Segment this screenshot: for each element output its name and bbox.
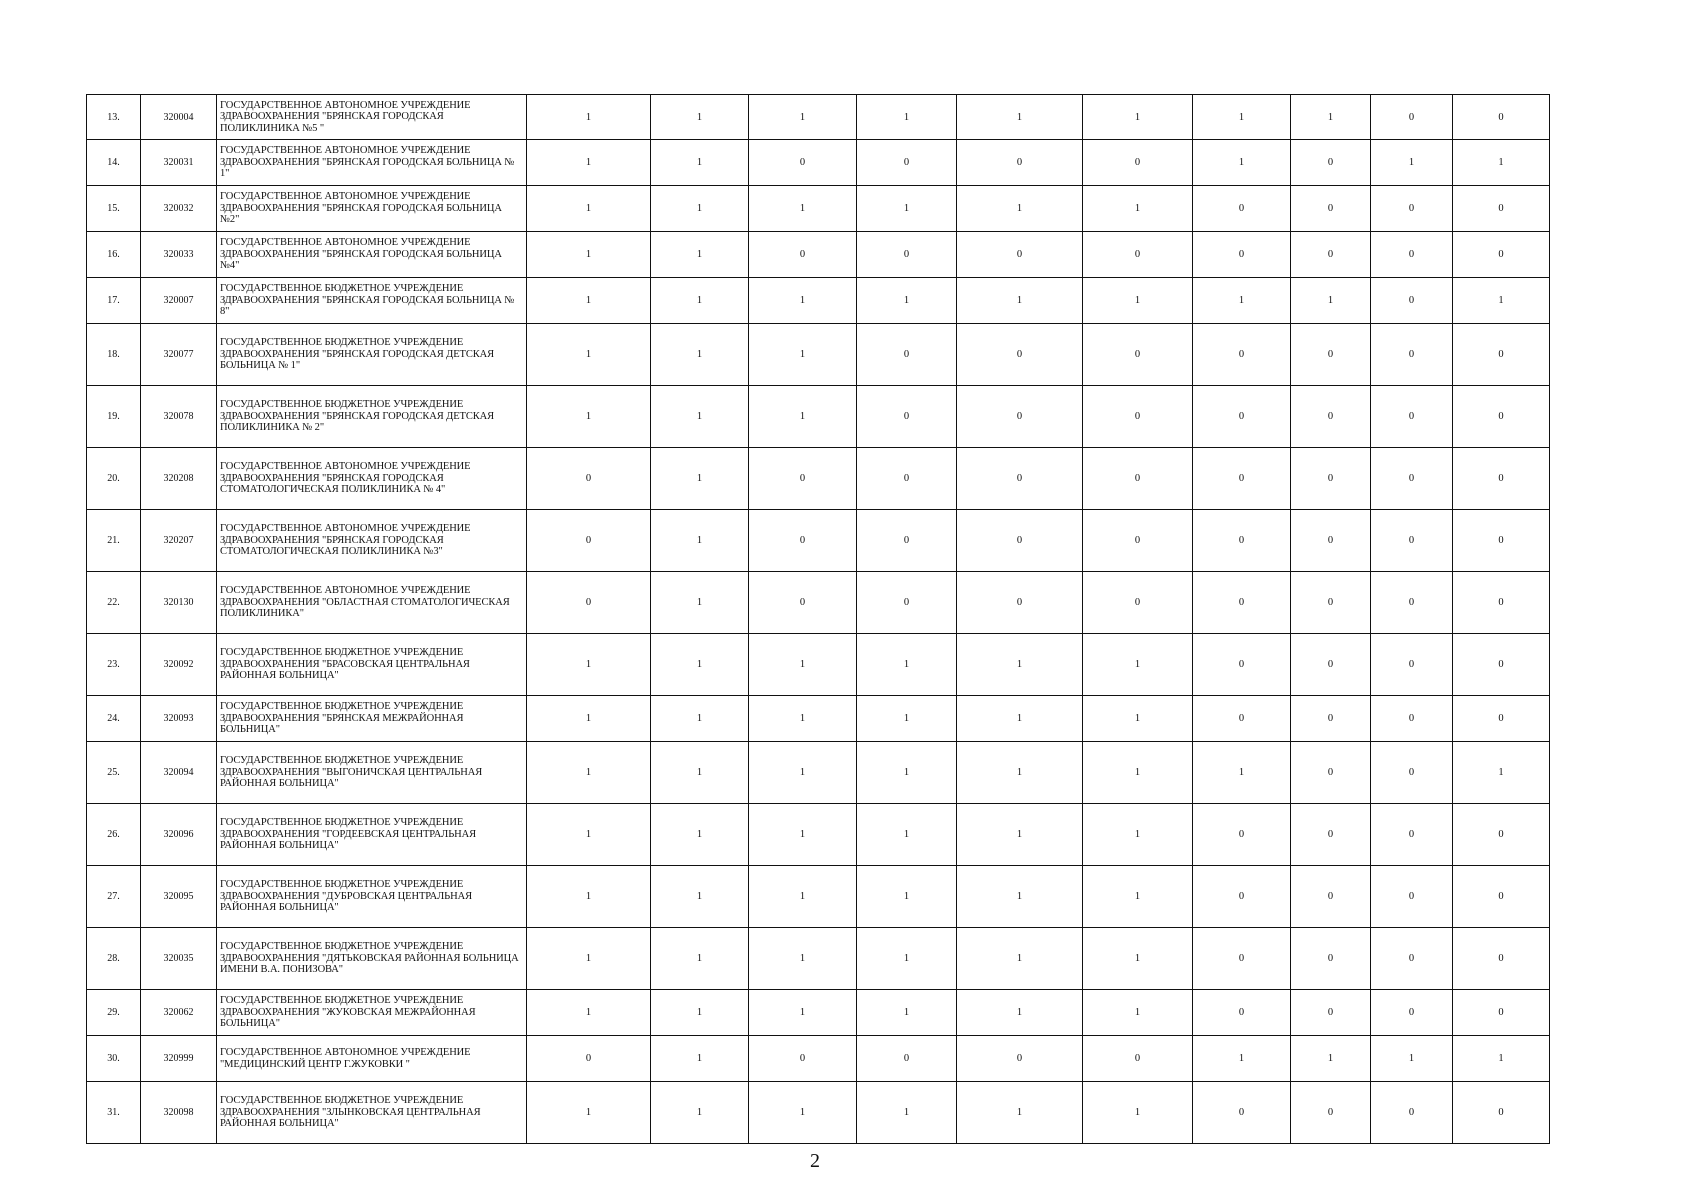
value-cell: 1 [1291,278,1371,324]
value-cell: 0 [1453,572,1550,634]
value-cell: 1 [857,742,957,804]
value-cell: 0 [1193,1082,1291,1144]
table-row [87,1082,1550,1144]
value-cell: 0 [1371,232,1453,278]
table-body [87,95,1550,1144]
row-number: 16. [87,232,141,278]
institution-code: 320078 [141,386,217,448]
institution-code: 320093 [141,696,217,742]
value-cell: 1 [749,1082,857,1144]
value-cell: 0 [957,386,1083,448]
value-cell: 0 [1083,324,1193,386]
table-row [87,928,1550,990]
institution-code: 320062 [141,990,217,1036]
institution-code: 320092 [141,634,217,696]
value-cell: 1 [957,95,1083,140]
institution-name: ГОСУДАРСТВЕННОЕ АВТОНОМНОЕ УЧРЕЖДЕНИЕ ЗДРАВООХРАНЕНИЯ "ОБЛАСТНАЯ СТОМАТОЛОГИЧЕСКАЯ ПОЛИКЛИНИКА" [217,572,527,634]
institution-name: ГОСУДАРСТВЕННОЕ АВТОНОМНОЕ УЧРЕЖДЕНИЕ ЗДРАВООХРАНЕНИЯ "БРЯНСКАЯ ГОРОДСКАЯ СТОМАТОЛОГИЧЕСКАЯ ПОЛИКЛИНИКА №3" [217,510,527,572]
institution-code: 320098 [141,1082,217,1144]
value-cell: 1 [857,186,957,232]
value-cell: 1 [1083,186,1193,232]
value-cell: 0 [1371,1082,1453,1144]
value-cell: 0 [957,572,1083,634]
value-cell: 0 [1453,990,1550,1036]
value-cell: 1 [527,386,651,448]
value-cell: 1 [651,804,749,866]
value-cell: 0 [749,1036,857,1082]
value-cell: 0 [1453,804,1550,866]
value-cell: 0 [1193,386,1291,448]
value-cell: 0 [1083,572,1193,634]
institution-name: ГОСУДАРСТВЕННОЕ БЮДЖЕТНОЕ УЧРЕЖДЕНИЕ ЗДРАВООХРАНЕНИЯ "ДЯТЬКОВСКАЯ РАЙОННАЯ БОЛЬНИЦА ИМЕНИ В.А. ПОНИЗОВА" [217,928,527,990]
institution-name: ГОСУДАРСТВЕННОЕ АВТОНОМНОЕ УЧРЕЖДЕНИЕ ЗДРАВООХРАНЕНИЯ "БРЯНСКАЯ ГОРОДСКАЯ БОЛЬНИЦА №2" [217,186,527,232]
value-cell: 0 [527,1036,651,1082]
value-cell: 0 [1193,634,1291,696]
value-cell: 1 [1291,1036,1371,1082]
value-cell: 0 [1291,1082,1371,1144]
table-row [87,386,1550,448]
document-sheet [86,94,1549,1144]
value-cell: 0 [1371,742,1453,804]
value-cell: 1 [527,990,651,1036]
value-cell: 1 [749,866,857,928]
value-cell: 0 [1371,696,1453,742]
institution-code: 320094 [141,742,217,804]
institution-name: ГОСУДАРСТВЕННОЕ БЮДЖЕТНОЕ УЧРЕЖДЕНИЕ ЗДРАВООХРАНЕНИЯ "ВЫГОНИЧСКАЯ ЦЕНТРАЛЬНАЯ РАЙОННАЯ БОЛЬНИЦА" [217,742,527,804]
value-cell: 1 [527,634,651,696]
value-cell: 1 [957,866,1083,928]
value-cell: 0 [1453,634,1550,696]
value-cell: 1 [749,324,857,386]
value-cell: 0 [957,232,1083,278]
value-cell: 0 [957,448,1083,510]
value-cell: 0 [1193,696,1291,742]
value-cell: 0 [857,386,957,448]
institution-name: ГОСУДАРСТВЕННОЕ БЮДЖЕТНОЕ УЧРЕЖДЕНИЕ ЗДРАВООХРАНЕНИЯ "ДУБРОВСКАЯ ЦЕНТРАЛЬНАЯ РАЙОННАЯ БОЛЬНИЦА" [217,866,527,928]
value-cell: 1 [1291,95,1371,140]
institution-name: ГОСУДАРСТВЕННОЕ БЮДЖЕТНОЕ УЧРЕЖДЕНИЕ ЗДРАВООХРАНЕНИЯ "ЖУКОВСКАЯ МЕЖРАЙОННАЯ БОЛЬНИЦА" [217,990,527,1036]
value-cell: 0 [1371,804,1453,866]
value-cell: 1 [651,448,749,510]
value-cell: 0 [1193,804,1291,866]
institution-code: 320208 [141,448,217,510]
value-cell: 1 [1083,742,1193,804]
value-cell: 0 [1193,928,1291,990]
row-number: 24. [87,696,141,742]
row-number: 26. [87,804,141,866]
value-cell: 0 [857,1036,957,1082]
value-cell: 0 [1453,696,1550,742]
value-cell: 1 [749,386,857,448]
value-cell: 0 [527,448,651,510]
row-number: 13. [87,95,141,140]
table-row [87,1036,1550,1082]
value-cell: 1 [651,990,749,1036]
value-cell: 0 [857,510,957,572]
value-cell: 1 [1193,742,1291,804]
value-cell: 0 [1291,928,1371,990]
value-cell: 1 [1083,866,1193,928]
institution-name: ГОСУДАРСТВЕННОЕ БЮДЖЕТНОЕ УЧРЕЖДЕНИЕ ЗДРАВООХРАНЕНИЯ "БРЯНСКАЯ МЕЖРАЙОННАЯ БОЛЬНИЦА" [217,696,527,742]
value-cell: 1 [527,140,651,186]
value-cell: 0 [749,572,857,634]
row-number: 23. [87,634,141,696]
value-cell: 0 [1453,232,1550,278]
institution-name: ГОСУДАРСТВЕННОЕ БЮДЖЕТНОЕ УЧРЕЖДЕНИЕ ЗДРАВООХРАНЕНИЯ "БРЯНСКАЯ ГОРОДСКАЯ ДЕТСКАЯ БОЛЬНИЦА № 1" [217,324,527,386]
value-cell: 1 [651,1082,749,1144]
value-cell: 1 [651,928,749,990]
row-number: 19. [87,386,141,448]
value-cell: 0 [1291,572,1371,634]
value-cell: 1 [1193,95,1291,140]
value-cell: 0 [1083,232,1193,278]
value-cell: 1 [651,140,749,186]
value-cell: 0 [1371,572,1453,634]
table-row [87,510,1550,572]
value-cell: 1 [527,804,651,866]
table-row [87,278,1550,324]
value-cell: 0 [1291,696,1371,742]
table-row [87,232,1550,278]
value-cell: 1 [1453,742,1550,804]
value-cell: 0 [1371,324,1453,386]
value-cell: 1 [527,742,651,804]
value-cell: 0 [1193,186,1291,232]
value-cell: 0 [1193,866,1291,928]
value-cell: 1 [957,928,1083,990]
value-cell: 1 [957,186,1083,232]
value-cell: 0 [1371,928,1453,990]
table-row [87,804,1550,866]
value-cell: 1 [527,278,651,324]
value-cell: 1 [857,1082,957,1144]
table-row [87,696,1550,742]
value-cell: 1 [651,510,749,572]
value-cell: 1 [651,1036,749,1082]
row-number: 31. [87,1082,141,1144]
value-cell: 1 [749,95,857,140]
table-row [87,990,1550,1036]
value-cell: 0 [1453,448,1550,510]
row-number: 27. [87,866,141,928]
value-cell: 1 [1083,278,1193,324]
row-number: 15. [87,186,141,232]
value-cell: 1 [651,572,749,634]
table-row [87,634,1550,696]
value-cell: 0 [749,140,857,186]
value-cell: 1 [857,990,957,1036]
value-cell: 0 [1083,386,1193,448]
value-cell: 0 [1193,232,1291,278]
value-cell: 0 [1371,386,1453,448]
value-cell: 0 [1291,386,1371,448]
value-cell: 1 [749,804,857,866]
institution-name: ГОСУДАРСТВЕННОЕ БЮДЖЕТНОЕ УЧРЕЖДЕНИЕ ЗДРАВООХРАНЕНИЯ "ЗЛЫНКОВСКАЯ ЦЕНТРАЛЬНАЯ РАЙОННАЯ БОЛЬНИЦА" [217,1082,527,1144]
institution-code: 320007 [141,278,217,324]
row-number: 30. [87,1036,141,1082]
institution-code: 320032 [141,186,217,232]
value-cell: 0 [1291,232,1371,278]
value-cell: 1 [749,742,857,804]
institution-name: ГОСУДАРСТВЕННОЕ БЮДЖЕТНОЕ УЧРЕЖДЕНИЕ ЗДРАВООХРАНЕНИЯ "БРЯНСКАЯ ГОРОДСКАЯ ДЕТСКАЯ ПОЛИКЛИНИКА № 2" [217,386,527,448]
value-cell: 1 [1083,696,1193,742]
value-cell: 0 [1083,140,1193,186]
institution-name: ГОСУДАРСТВЕННОЕ БЮДЖЕТНОЕ УЧРЕЖДЕНИЕ ЗДРАВООХРАНЕНИЯ "ГОРДЕЕВСКАЯ ЦЕНТРАЛЬНАЯ РАЙОННАЯ БОЛЬНИЦА" [217,804,527,866]
value-cell: 0 [1291,990,1371,1036]
value-cell: 0 [1371,95,1453,140]
value-cell: 0 [1083,448,1193,510]
value-cell: 0 [1453,866,1550,928]
value-cell: 1 [1193,140,1291,186]
value-cell: 0 [857,232,957,278]
value-cell: 1 [651,186,749,232]
value-cell: 1 [957,634,1083,696]
value-cell: 0 [1291,186,1371,232]
institution-name: ГОСУДАРСТВЕННОЕ АВТОНОМНОЕ УЧРЕЖДЕНИЕ ЗДРАВООХРАНЕНИЯ "БРЯНСКАЯ ГОРОДСКАЯ БОЛЬНИЦА №4" [217,232,527,278]
value-cell: 0 [1371,448,1453,510]
value-cell: 1 [1453,1036,1550,1082]
value-cell: 1 [857,804,957,866]
value-cell: 1 [527,696,651,742]
value-cell: 0 [1371,186,1453,232]
institution-name: ГОСУДАРСТВЕННОЕ АВТОНОМНОЕ УЧРЕЖДЕНИЕ ЗДРАВООХРАНЕНИЯ "БРЯНСКАЯ ГОРОДСКАЯ ПОЛИКЛИНИКА №5 " [217,95,527,140]
value-cell: 1 [957,742,1083,804]
value-cell: 0 [1453,95,1550,140]
institution-name: ГОСУДАРСТВЕННОЕ АВТОНОМНОЕ УЧРЕЖДЕНИЕ ЗДРАВООХРАНЕНИЯ "БРЯНСКАЯ ГОРОДСКАЯ СТОМАТОЛОГИЧЕСКАЯ ПОЛИКЛИНИКА № 4" [217,448,527,510]
row-number: 21. [87,510,141,572]
value-cell: 1 [527,95,651,140]
value-cell: 1 [749,928,857,990]
institution-code: 320035 [141,928,217,990]
table-row [87,140,1550,186]
row-number: 17. [87,278,141,324]
value-cell: 1 [957,990,1083,1036]
value-cell: 0 [1453,386,1550,448]
value-cell: 1 [857,95,957,140]
table-row [87,448,1550,510]
value-cell: 1 [1371,1036,1453,1082]
value-cell: 0 [957,510,1083,572]
value-cell: 0 [1371,866,1453,928]
institution-code: 320130 [141,572,217,634]
institution-name: ГОСУДАРСТВЕННОЕ БЮДЖЕТНОЕ УЧРЕЖДЕНИЕ ЗДРАВООХРАНЕНИЯ "БРАСОВСКАЯ ЦЕНТРАЛЬНАЯ РАЙОННАЯ БОЛЬНИЦА" [217,634,527,696]
institution-code: 320077 [141,324,217,386]
value-cell: 0 [1453,928,1550,990]
value-cell: 1 [857,634,957,696]
value-cell: 1 [527,866,651,928]
value-cell: 1 [957,1082,1083,1144]
value-cell: 1 [1193,1036,1291,1082]
value-cell: 1 [957,278,1083,324]
institution-code: 320095 [141,866,217,928]
institution-code: 320004 [141,95,217,140]
institution-code: 320096 [141,804,217,866]
row-number: 29. [87,990,141,1036]
value-cell: 0 [1193,572,1291,634]
value-cell: 0 [1291,804,1371,866]
institution-code: 320033 [141,232,217,278]
value-cell: 1 [1083,634,1193,696]
value-cell: 0 [1453,1082,1550,1144]
value-cell: 0 [1291,866,1371,928]
value-cell: 1 [1193,278,1291,324]
value-cell: 0 [1453,324,1550,386]
value-cell: 1 [527,232,651,278]
value-cell: 0 [957,140,1083,186]
value-cell: 0 [749,232,857,278]
value-cell: 0 [1193,448,1291,510]
value-cell: 1 [651,696,749,742]
value-cell: 1 [527,186,651,232]
value-cell: 1 [1083,928,1193,990]
value-cell: 1 [651,324,749,386]
value-cell: 0 [1291,742,1371,804]
value-cell: 1 [857,928,957,990]
value-cell: 0 [1453,186,1550,232]
table-row [87,186,1550,232]
value-cell: 0 [749,448,857,510]
value-cell: 1 [749,696,857,742]
value-cell: 1 [1083,990,1193,1036]
row-number: 25. [87,742,141,804]
value-cell: 1 [857,866,957,928]
institution-name: ГОСУДАРСТВЕННОЕ БЮДЖЕТНОЕ УЧРЕЖДЕНИЕ ЗДРАВООХРАНЕНИЯ "БРЯНСКАЯ ГОРОДСКАЯ БОЛЬНИЦА № 8" [217,278,527,324]
value-cell: 1 [651,866,749,928]
value-cell: 1 [1453,140,1550,186]
value-cell: 0 [857,140,957,186]
table-row [87,742,1550,804]
value-cell: 1 [651,95,749,140]
value-cell: 1 [1083,1082,1193,1144]
value-cell: 0 [1291,634,1371,696]
value-cell: 0 [1083,510,1193,572]
row-number: 14. [87,140,141,186]
institution-name: ГОСУДАРСТВЕННОЕ АВТОНОМНОЕ УЧРЕЖДЕНИЕ ЗДРАВООХРАНЕНИЯ "БРЯНСКАЯ ГОРОДСКАЯ БОЛЬНИЦА № 1" [217,140,527,186]
institution-code: 320207 [141,510,217,572]
value-cell: 0 [527,510,651,572]
value-cell: 1 [749,990,857,1036]
value-cell: 0 [1193,510,1291,572]
value-cell: 1 [527,324,651,386]
value-cell: 0 [1291,510,1371,572]
value-cell: 1 [1083,804,1193,866]
value-cell: 0 [957,324,1083,386]
value-cell: 1 [651,386,749,448]
row-number: 28. [87,928,141,990]
value-cell: 1 [527,1082,651,1144]
row-number: 20. [87,448,141,510]
institution-code: 320999 [141,1036,217,1082]
value-cell: 1 [957,696,1083,742]
value-cell: 1 [957,804,1083,866]
page-number: 2 [810,1150,820,1172]
institution-code: 320031 [141,140,217,186]
value-cell: 0 [857,324,957,386]
value-cell: 1 [651,634,749,696]
table-row [87,866,1550,928]
value-cell: 1 [749,278,857,324]
value-cell: 0 [1453,510,1550,572]
value-cell: 0 [527,572,651,634]
value-cell: 0 [1193,324,1291,386]
value-cell: 1 [651,278,749,324]
value-cell: 0 [749,510,857,572]
value-cell: 1 [749,186,857,232]
value-cell: 1 [1371,140,1453,186]
value-cell: 0 [1083,1036,1193,1082]
value-cell: 0 [1371,278,1453,324]
value-cell: 1 [749,634,857,696]
value-cell: 0 [1371,510,1453,572]
value-cell: 0 [1291,140,1371,186]
value-cell: 0 [1291,448,1371,510]
value-cell: 1 [1453,278,1550,324]
institutions-table [86,94,1550,1144]
table-row [87,572,1550,634]
value-cell: 0 [1291,324,1371,386]
table-row [87,95,1550,140]
value-cell: 1 [857,278,957,324]
table-row [87,324,1550,386]
value-cell: 0 [1193,990,1291,1036]
value-cell: 0 [1371,990,1453,1036]
institution-name: ГОСУДАРСТВЕННОЕ АВТОНОМНОЕ УЧРЕЖДЕНИЕ "МЕДИЦИНСКИЙ ЦЕНТР Г.ЖУКОВКИ " [217,1036,527,1082]
value-cell: 1 [651,742,749,804]
value-cell: 0 [1371,634,1453,696]
row-number: 18. [87,324,141,386]
value-cell: 1 [857,696,957,742]
value-cell: 1 [527,928,651,990]
value-cell: 0 [857,448,957,510]
row-number: 22. [87,572,141,634]
value-cell: 0 [957,1036,1083,1082]
value-cell: 0 [857,572,957,634]
value-cell: 1 [651,232,749,278]
value-cell: 1 [1083,95,1193,140]
